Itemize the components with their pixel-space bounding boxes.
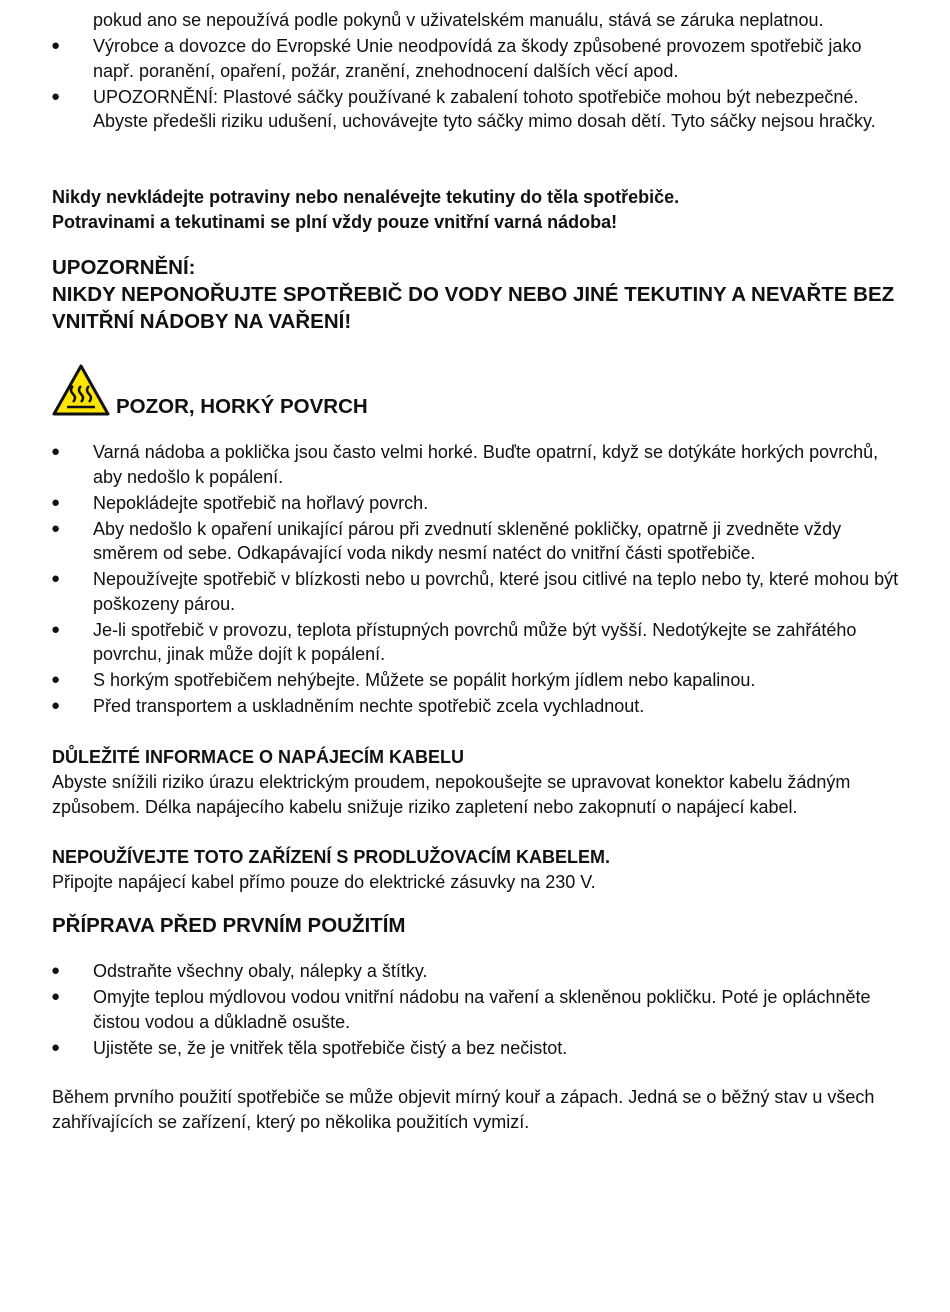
never-note-line-2: Potravinami a tekutinami se plní vždy pouze vnitřní varná nádoba!	[52, 212, 618, 232]
bullet-icon: ●	[51, 570, 61, 587]
power-cable-text: Abyste snížili riziko úrazu elektrickým proudem, nepokoušejte se upravovat konektor kabelu žádným způsobem. Délka napájecího kabelu snižuje riziko zapletení nebo zakopnutí o napájecí kabel.	[52, 772, 851, 817]
hot-surface-bullet-list	[0, 440, 900, 720]
never-note-line-1: Nikdy nevkládejte potraviny nebo nenalévejte tekutiny do těla spotřebiče.	[52, 187, 680, 207]
preparation-bullet-list	[0, 959, 900, 1062]
bullet-icon: ●	[51, 493, 61, 511]
bullet-icon: ●	[51, 519, 61, 537]
list-item: ● Aby nedošlo k opaření unikající párou při zvednutí skleněné pokličky, opatrně ji zvedněte vždy směrem od sebe. Odkapávající voda nikdy nesmí natéct do vnitřní části spotřebiče.	[51, 518, 842, 563]
warning-text: NIKDY NEPONOŘUJTE SPOTŘEBIČ DO VODY NEBO JINÉ TEKUTINY A NEVAŘTE BEZ VNITŘNÍ NÁDOBY NA VAŘENÍ!	[52, 283, 895, 333]
power-cable-title: DŮLEŽITÉ INFORMACE O NAPÁJECÍM KABELU	[52, 747, 465, 767]
intro-continuation: pokud ano se nepoužívá podle pokynů v uživatelském manuálu, stává se záruka neplatnou.	[93, 10, 824, 30]
list-item: ● Varná nádoba a poklička jsou často velmi horké. Buďte opatrní, když se dotýkáte horkých povrchů, aby nedošlo k popálení.	[51, 442, 879, 487]
bullet-icon: ●	[51, 620, 61, 638]
preparation-note: Během prvního použití spotřebiče se může objevit mírný kouř a zápach. Jedná se o běžný stav u všech zahřívajících se zařízení, který po několika použitích vymizí.	[52, 1087, 875, 1132]
warning-label: UPOZORNĚNÍ:	[52, 256, 196, 279]
hot-surface-header	[52, 364, 368, 416]
list-item: ● Je-li spotřebič v provozu, teplota přístupných povrchů může být vyšší. Nedotýkejte se zahřátého povrchu, jinak může dojít k popálení.	[51, 619, 857, 664]
bullet-icon: ●	[51, 443, 61, 460]
bullet-icon: ●	[51, 697, 61, 714]
list-item: ● S horkým spotřebičem nehýbejte. Můžete se popálit horkým jídlem nebo kapalinou.	[0, 668, 900, 693]
bullet-icon: ●	[51, 87, 61, 105]
bullet-icon: ●	[51, 1038, 61, 1056]
list-item: ● Odstraňte všechny obaly, nálepky a štítky.	[0, 959, 900, 984]
list-item: ● Nepokládejte spotřebič na hořlavý povrch.	[0, 491, 900, 516]
extension-text: Připojte napájecí kabel přímo pouze do elektrické zásuvky na 230 V.	[52, 872, 596, 892]
hot-surface-warning-icon	[52, 364, 110, 416]
bullet-icon: ●	[51, 962, 61, 979]
extension-title: NEPOUŽÍVEJTE TOTO ZAŘÍZENÍ S PRODLUŽOVACÍM KABELEM.	[52, 847, 611, 867]
bullet-icon: ●	[51, 37, 61, 54]
list-item: ● UPOZORNĚNÍ: Plastové sáčky používané k zabalení tohoto spotřebiče mohou být nebezpečné. Abyste předešli riziku udušení, uchovávejte tyto sáčky mimo dosah dětí. Tyto sáčky nejsou hračky.	[51, 86, 876, 131]
hot-surface-title: POZOR, HORKÝ POVRCH	[116, 395, 368, 418]
bullet-icon: ●	[51, 671, 61, 688]
bullet-icon: ●	[51, 988, 61, 1005]
preparation-title: PŘÍPRAVA PŘED PRVNÍM POUŽITÍM	[52, 914, 406, 937]
list-item: ● Nepoužívejte spotřebič v blízkosti nebo u povrchů, které jsou citlivé na teplo nebo ty, které mohou být poškozeny párou.	[51, 569, 899, 614]
intro-bullet-list	[0, 34, 900, 135]
list-item: ● Výrobce a dovozce do Evropské Unie neodpovídá za škody způsobené provozem spotřebič jako např. poranění, opaření, požár, zranění, znehodnocení dalších věcí apod.	[51, 36, 862, 81]
list-item: ● Omyjte teplou mýdlovou vodou vnitřní nádobu na vaření a skleněnou pokličku. Poté je opláchněte čistou vodou a důkladně osušte.	[51, 987, 871, 1032]
list-item: ● Ujistěte se, že je vnitřek těla spotřebiče čistý a bez nečistot.	[0, 1036, 900, 1061]
list-item: ● Před transportem a uskladněním nechte spotřebič zcela vychladnout.	[0, 694, 900, 719]
